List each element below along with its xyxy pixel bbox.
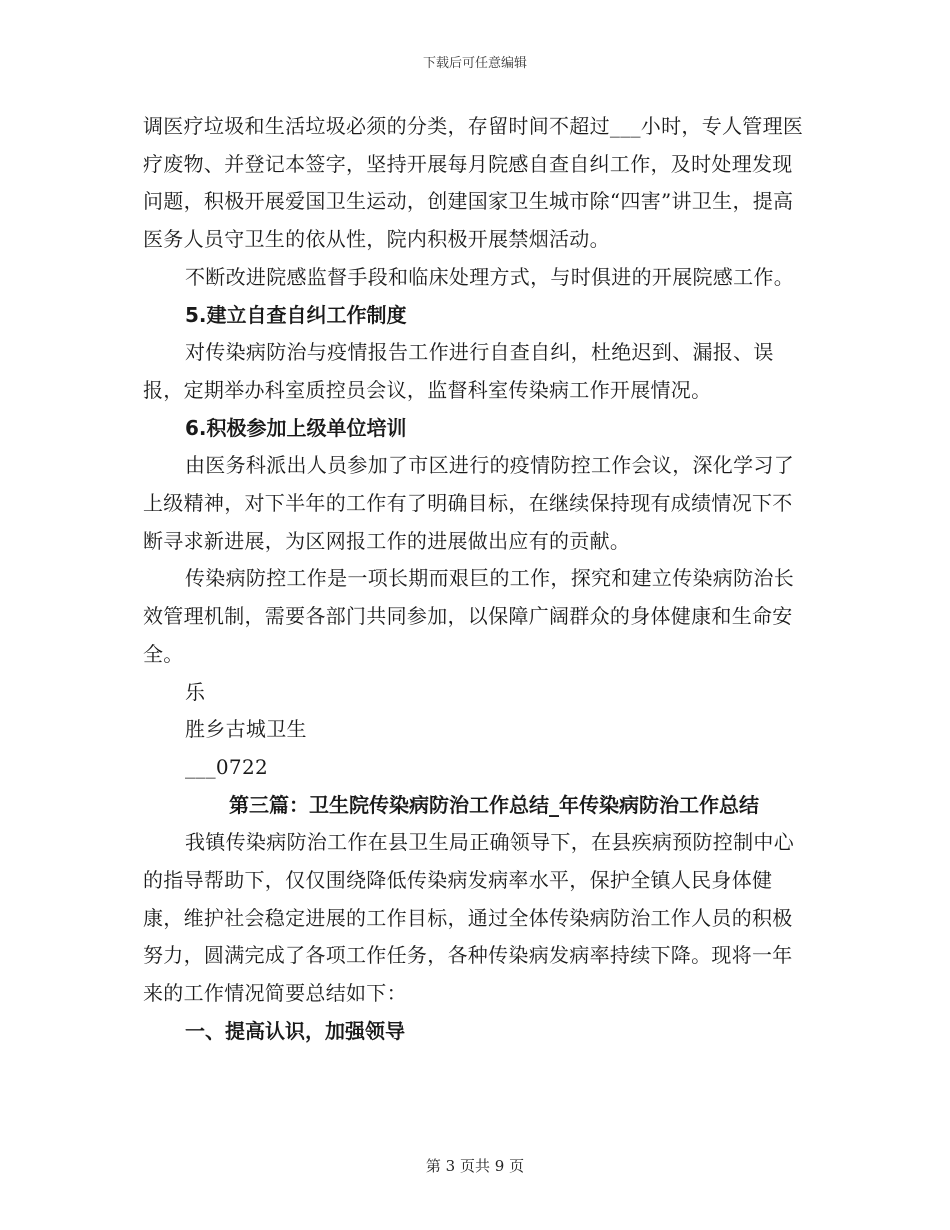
signature-date: ___0722: [185, 754, 268, 779]
paragraph: 对传染病防治与疫情报告工作进行自查自纠，杜绝迟到、漏报、误报，定期举办科室质控员会议，监督科室传染病工作开展情况。: [143, 340, 774, 402]
paragraph: 传染病防控工作是一项长期而艰巨的工作，探究和建立传染病防治长效管理机制，需要各部门共同参加，以保障广阔群众的身体健康和生命安全。: [143, 566, 794, 666]
signature-line: 乐: [185, 679, 206, 704]
signature-line: 胜乡古城卫生: [185, 717, 307, 742]
section-heading: 6.积极参加上级单位培训: [185, 415, 407, 440]
page-number: 第 3 页共 9 页: [425, 1157, 525, 1175]
paragraph: 由医务科派出人员参加了市区进行的疫情防控工作会议，深化学习了上级精神，对下半年的工作有了明确目标，在继续保持现有成绩情况下不断寻求新进展，为区网报工作的进展做出应有的贡献。: [143, 453, 794, 553]
chapter-title: 第三篇：卫生院传染病防治工作总结_年传染病防治工作总结: [229, 792, 759, 817]
section-heading: 5.建立自查自纠工作制度: [185, 302, 407, 327]
paragraph: 不断改进院感监督手段和临床处理方式，与时俱进的开展院感工作。: [185, 264, 794, 289]
paragraph: 调医疗垃圾和生活垃圾必须的分类，存留时间不超过___小时，专人管理医疗废物、并登记本签字，坚持开展每月院感自查自纠工作，及时处理发现问题，积极开展爱国卫生运动，创建国家卫生城市除“四害”讲卫生，提高医务人员守卫生的依从性，院内积极开展禁烟活动。: [143, 114, 804, 252]
document-body: [143, 108, 805, 1051]
page-header: 下载后可任意编辑: [422, 56, 527, 71]
paragraph: 我镇传染病防治工作在县卫生局正确领导下，在县疾病预防控制中心的指导帮助下，仅仅围绕降低传染病发病率水平，保护全镇人民身体健康，维护社会稳定进展的工作目标，通过全体传染病防治工作人员的积极努力，圆满完成了各项工作任务，各种传染病发病率持续下降。现将一年来的工作情况简要总结如下：: [143, 830, 794, 1006]
section-heading: 一、提高认识，加强领导: [185, 1018, 405, 1043]
